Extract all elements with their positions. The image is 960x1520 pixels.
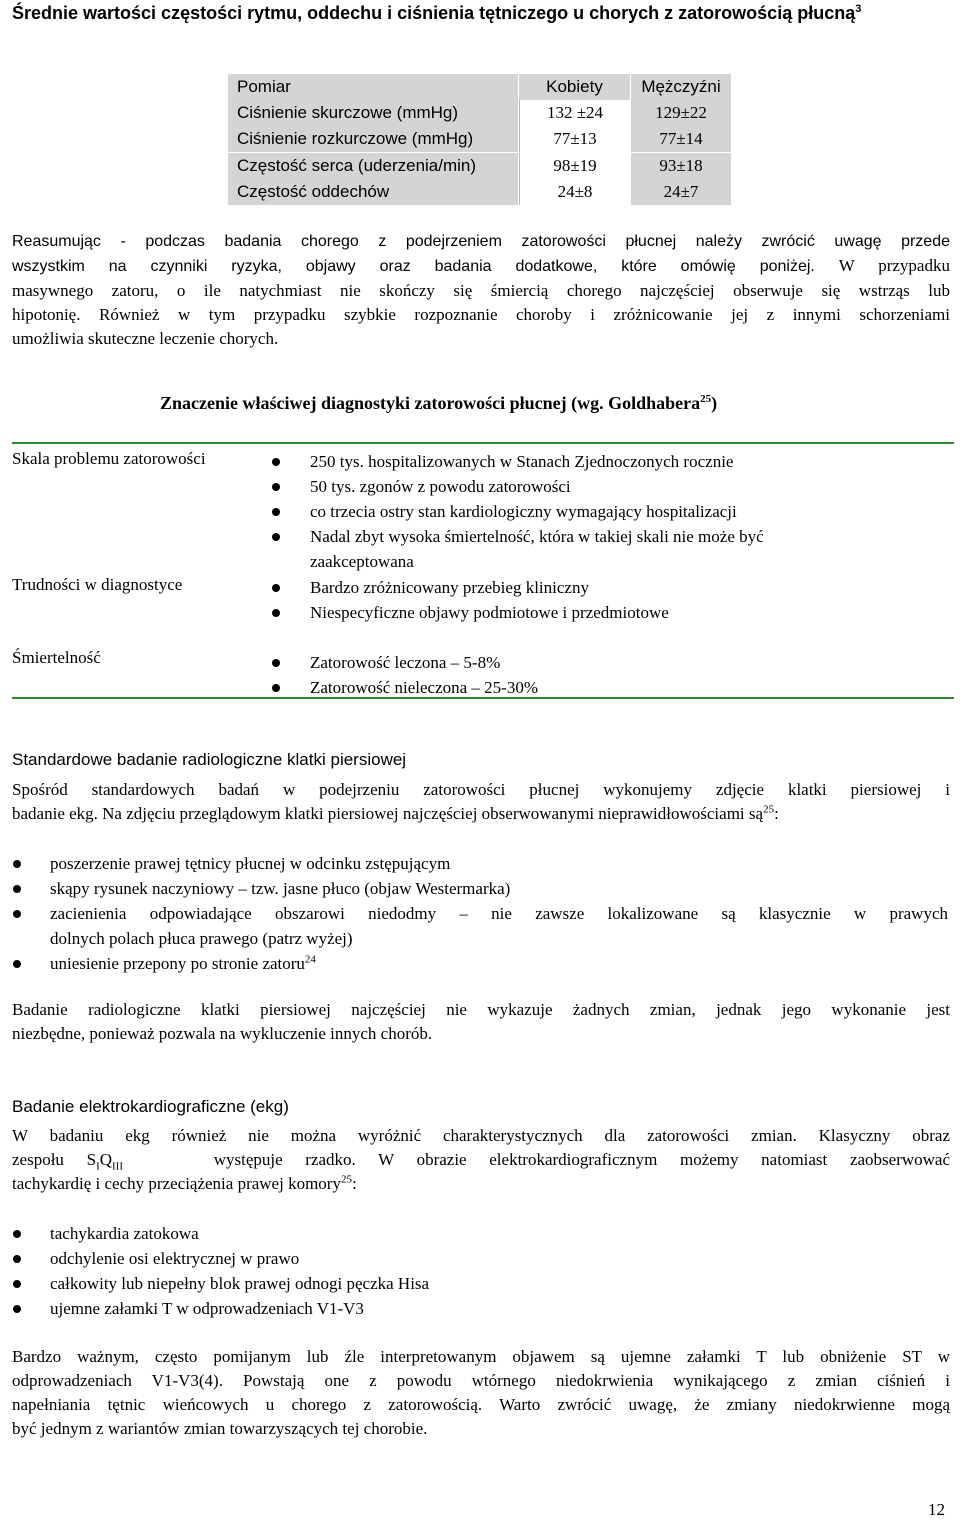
text-line: napełniania tętnic wieńcowych u chorego z zatorowością. Warto zwrócić uwagę, że zmiany niedokrwienne mogą <box>12 1395 950 1414</box>
table-cell: 132 ±24 <box>519 100 630 126</box>
bullet-icon <box>13 1305 21 1313</box>
text-span: występuje rzadko. W obrazie elektrokardiograficznym możemy natomiast zaobserwować <box>213 1150 950 1169</box>
table-cell: 77±14 <box>631 126 731 152</box>
ekg-list <box>0 1221 960 1321</box>
list-item: 250 tys. hospitalizowanych w Stanach Zjednoczonych rocznie <box>310 452 734 471</box>
bullet-icon <box>13 910 21 918</box>
list-item: zacienienia odpowiadające obszarowi niedodmy – nie zawsze lokalizowane są klasycznie w prawych <box>50 904 948 923</box>
footnote-ref: 25 <box>340 1173 352 1186</box>
list-item: zaakceptowana <box>310 552 414 571</box>
bullet-icon <box>272 584 280 592</box>
list-item: Zatorowość nieleczona – 25-30% <box>310 678 538 697</box>
bullet-icon <box>13 1280 21 1288</box>
text-span: Na zdjęciu przeglądowym klatki piersiowej najczęściej obserwowanymi nieprawidłowościami są <box>102 804 764 823</box>
footnote-ref: 25 <box>763 803 775 816</box>
text-span: uniesienie przepony po stronie zatoru <box>50 954 305 973</box>
row-label: Skala problemu zatorowości <box>12 449 206 468</box>
text-span: badanie ekg. <box>12 804 98 823</box>
table-cell: 77±13 <box>519 126 630 152</box>
table-header-row <box>228 74 731 100</box>
list-item <box>50 951 950 976</box>
footnote-ref: 25 <box>700 393 712 405</box>
text-span: W przypadku <box>838 256 950 275</box>
divider <box>12 697 954 699</box>
bullet-icon <box>13 960 21 968</box>
row-label: Śmiertelność <box>12 648 101 667</box>
bullet-icon <box>272 533 280 541</box>
stats-table <box>228 74 731 206</box>
text-span: hipotonię. <box>12 305 81 324</box>
list-group <box>0 449 960 574</box>
text-line <box>12 1172 950 1196</box>
bullet-icon <box>272 609 280 617</box>
bullet-icon <box>272 684 280 692</box>
list-item: Zatorowość leczona – 5-8% <box>310 653 501 672</box>
text-line: masywnego zatoru, o ile natychmiast nie skończy się śmiercią chorego najczęściej obserwuje się wstrząs lub <box>12 281 950 300</box>
list-item: odchylenie osi elektrycznej w prawo <box>50 1249 300 1268</box>
list-item: tachykardia zatokowa <box>50 1224 199 1243</box>
table-cell: 129±22 <box>631 100 731 126</box>
text-line: być jednym z wariantów zmian towarzyszących tej chorobie. <box>12 1419 428 1438</box>
table-cell: 98±19 <box>519 153 630 179</box>
divider <box>12 442 954 444</box>
page-title: Średnie wartości częstości rytmu, oddechu i ciśnienia tętniczego u chorych z zatorowością płucną$^3$ <box>12 3 862 23</box>
table-row <box>228 153 731 179</box>
bullet-icon <box>13 1230 21 1238</box>
footnote-ref: 3 <box>855 3 862 15</box>
text-line: Bardzo ważnym, często pomijanym lub źle interpretowanym objawem są ujemne załamki T lub obniżenie ST w <box>12 1347 950 1366</box>
text-line: Spośród standardowych badań w podejrzeniu zatorowości płucnej wykonujemy zdjęcie klatki piersiowej i <box>12 780 950 799</box>
list-group <box>0 650 960 700</box>
table-row <box>228 100 731 126</box>
bullet-icon <box>272 483 280 491</box>
list-item: poszerzenie prawej tętnicy płucnej w odcinku zstępującym <box>50 854 451 873</box>
ekg-outro <box>12 1345 950 1441</box>
summary-paragraph <box>12 230 950 351</box>
header-cell: Kobiety <box>519 74 630 100</box>
text-span: zespołu S <box>12 1150 97 1169</box>
list-item: 50 tys. zgonów z powodu zatorowości <box>310 477 571 496</box>
table-cell: 93±18 <box>631 153 731 179</box>
section-heading: Standardowe badanie radiologiczne klatki piersiowej <box>12 750 407 769</box>
list-item: dolnych polach płuca prawego (patrz wyżej) <box>50 929 353 948</box>
text-line <box>12 802 950 826</box>
table-cell: 24±8 <box>519 179 630 205</box>
row-label: Trudności w diagnostyce <box>12 575 183 594</box>
subscript: III <box>112 1160 124 1173</box>
table-row <box>228 126 731 152</box>
bullet-icon <box>272 508 280 516</box>
text-span: wszystkim na czynniki ryzyka, objawy oraz badania dodatkowe, które omówię poniżej. <box>12 258 815 275</box>
bullet-icon <box>13 860 21 868</box>
section-title: Znaczenie właściwej diagnostyki zatorowości płucnej (wg. Goldhabera$^{25}$) <box>160 393 718 413</box>
list-item: Nadal zbyt wysoka śmiertelność, która w takiej skali nie może być <box>310 527 764 546</box>
table-row <box>228 179 731 205</box>
table-cell: Częstość serca (uderzenia/min) <box>228 153 518 179</box>
list-item: Bardzo zróżnicowany przebieg kliniczny <box>310 578 589 597</box>
list-item: całkowity lub niepełny blok prawej odnogi pęczka Hisa <box>50 1274 430 1293</box>
list-item: co trzecia ostry stan kardiologiczny wymagający hospitalizacji <box>310 502 737 521</box>
list-item: Niespecyficzne objawy podmiotowe i przedmiotowe <box>310 603 669 622</box>
text-line: Badanie radiologiczne klatki piersiowej najczęściej nie wykazuje żadnych zmian, jednak jego wykonanie jest <box>12 1000 950 1019</box>
text-span: Q <box>99 1150 113 1169</box>
text-span: tachykardię i cechy przeciążenia prawej komory <box>12 1174 341 1193</box>
bullet-icon <box>272 458 280 466</box>
subscript: I <box>96 1160 100 1173</box>
list-item: skąpy rysunek naczyniowy – tzw. jasne płuco (objaw Westermarka) <box>50 879 511 898</box>
section-heading: Badanie elektrokardiograficzne (ekg) <box>12 1097 289 1116</box>
bullet-icon <box>13 885 21 893</box>
text-line: Reasumując - podczas badania chorego z podejrzeniem zatorowości płucnej należy zwrócić uwagę przede <box>12 233 950 250</box>
footnote-ref: 24 <box>304 953 316 966</box>
table-cell: Ciśnienie skurczowe (mmHg) <box>228 100 518 126</box>
bullet-icon <box>272 659 280 667</box>
text-line <box>12 1148 950 1172</box>
header-cell: Pomiar <box>228 74 518 100</box>
radiology-intro <box>12 778 950 826</box>
text-line: odprowadzeniach V1-V3(4). Powstają one z powodu wtórnego niedokrwienia wynikającego z zmian ciśnień i <box>12 1371 950 1390</box>
radiology-list <box>0 851 960 981</box>
page-number: 12 <box>928 1500 945 1519</box>
text-span: : <box>351 1174 357 1193</box>
text-span: : <box>774 804 779 823</box>
text-line: umożliwia skuteczne leczenie chorych. <box>12 329 279 348</box>
text-span: Również w tym przypadku szybkie rozpoznanie choroby i zróżnicowanie jej z innymi schorzeniami <box>99 305 951 324</box>
list-group <box>0 575 960 625</box>
table-cell: 24±7 <box>631 179 731 205</box>
text-line: W badaniu ekg również nie można wyróżnić charakterystycznych dla zatorowości zmian. Klasyczny obraz <box>12 1126 950 1145</box>
radiology-outro <box>12 998 950 1046</box>
list-item: ujemne załamki T w odprowadzeniach V1-V3 <box>50 1299 364 1318</box>
header-cell: Mężczyźni <box>631 74 731 100</box>
ekg-intro <box>12 1124 950 1196</box>
text-line: niezbędne, ponieważ pozwala na wykluczenie innych chorób. <box>12 1024 433 1043</box>
text-line <box>12 303 950 327</box>
table-cell: Ciśnienie rozkurczowe (mmHg) <box>228 126 518 152</box>
bullet-icon <box>13 1255 21 1263</box>
table-cell: Częstość oddechów <box>228 179 518 205</box>
text-line <box>12 254 950 279</box>
